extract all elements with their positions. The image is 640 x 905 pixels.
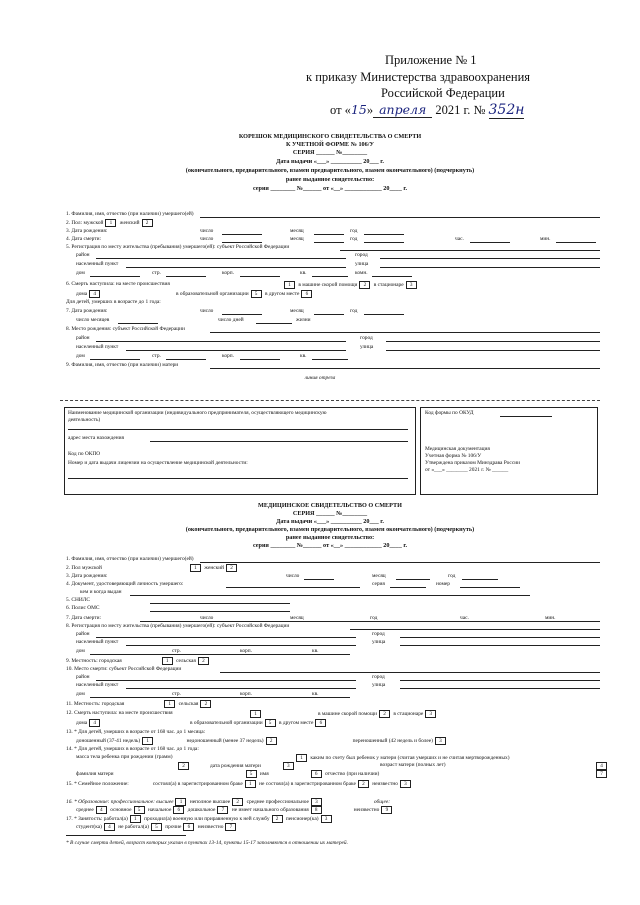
- date-prefix: от «: [330, 103, 351, 117]
- label-settlement: населенный пункт: [76, 261, 119, 267]
- stub-item-6: 6. Смерть наступила: на месте происшествия: [66, 281, 170, 287]
- org-address-label: адрес места нахождения: [68, 435, 125, 441]
- line[interactable]: [90, 697, 350, 698]
- line[interactable]: [126, 645, 356, 646]
- line[interactable]: [364, 242, 404, 243]
- checkbox-4[interactable]: 4: [96, 806, 107, 814]
- stub-prev-series: серия ________ №______ от «__» ____________ 20____ г.: [252, 185, 408, 192]
- line[interactable]: [372, 276, 412, 277]
- checkbox-3[interactable]: 3: [406, 281, 417, 289]
- line[interactable]: [210, 368, 600, 369]
- label-day: число: [200, 228, 214, 234]
- checkbox-2[interactable]: 2: [379, 710, 390, 718]
- cert-issued-by: кем и когда выдан: [80, 589, 122, 595]
- label-bld: стр.: [172, 648, 181, 654]
- cut-line: [60, 400, 600, 401]
- checkbox-4[interactable]: 4: [104, 823, 115, 831]
- stub-kind: (окончательного, предварительного, взамен предварительного, взамен окончательного) (подчеркнуть): [185, 167, 475, 174]
- label-house: дом: [76, 648, 85, 654]
- checkbox-6[interactable]: 6: [173, 806, 184, 814]
- birth-weight-label: масса тела ребенка при рождении (грамм): [76, 754, 173, 760]
- label-region: район: [76, 674, 90, 680]
- checkbox-7-wrap: [594, 770, 609, 778]
- line[interactable]: [130, 595, 530, 596]
- label-street: улица: [372, 682, 386, 688]
- checkbox-2[interactable]: 2: [200, 700, 211, 708]
- line[interactable]: [386, 341, 600, 342]
- stub-children-note: Для детей, умерших в возрасте до 1 года:: [66, 299, 161, 305]
- label-house: дом: [76, 353, 85, 359]
- checkbox-5[interactable]: 5: [134, 806, 145, 814]
- stub-item-3: 3. Дата рождения:: [66, 228, 108, 234]
- footnote: * В случае смерти детей, возраст которых указан в пунктах 13-14, пункты 15-17 заполняются в отношении их матерей.: [66, 840, 348, 846]
- label-year: год: [370, 615, 378, 621]
- checkbox-4[interactable]: 4: [89, 290, 100, 298]
- label-apt: кв.: [300, 353, 307, 359]
- order-number: 352н: [488, 102, 525, 118]
- cert-prev-series: серия ________ №______ от «__» ____________ 20____ г.: [252, 542, 408, 549]
- checkbox-3[interactable]: 3: [400, 780, 411, 788]
- checkbox-2[interactable]: 2: [198, 657, 209, 665]
- checkbox-4[interactable]: 4: [89, 719, 100, 727]
- label-year: год: [350, 308, 358, 314]
- cert-place-row1: [248, 710, 263, 718]
- checkbox-2[interactable]: 2: [226, 564, 237, 572]
- label-month: месяц: [290, 308, 304, 314]
- mother-age: возраст матери (полных лет): [380, 762, 446, 768]
- line[interactable]: [240, 359, 280, 360]
- line[interactable]: [68, 478, 408, 479]
- org-license-label: Номер и дата выдачи лицензии на осуществление медицинской деятельности:: [68, 460, 248, 466]
- line[interactable]: [386, 350, 600, 351]
- line[interactable]: [68, 429, 408, 430]
- cert-title: МЕДИЦИНСКОЕ СВИДЕТЕЛЬСТВО О СМЕРТИ: [258, 502, 402, 509]
- label-bld: стр.: [172, 691, 181, 697]
- label-days: число дней: [218, 317, 244, 323]
- cert-issue-date: Дата выдачи «___» __________ 20___ г.: [276, 518, 384, 525]
- line[interactable]: [118, 323, 158, 324]
- stub-place-row2b: в образовательной организации 5 в другом месте 6: [176, 290, 314, 298]
- line[interactable]: [500, 416, 552, 417]
- stub-issue-date: Дата выдачи «___» __________ 20___ г.: [276, 158, 384, 165]
- checkbox-5[interactable]: 5: [151, 823, 162, 831]
- checkbox-5[interactable]: 5: [265, 719, 276, 727]
- stub-item-7: 7. Дата рождения:: [66, 308, 108, 314]
- label-settlement: населенный пункт: [76, 639, 119, 645]
- checkbox-1[interactable]: 1: [130, 815, 141, 823]
- line[interactable]: [96, 680, 356, 681]
- label-apt: кв.: [300, 270, 307, 276]
- checkbox-1[interactable]: 1: [245, 780, 256, 788]
- cert-item-17: 17. * Занятость: работал(а) 1 проходил(а) военную или приравненную к ней службу 2 пенсионер(ка) 3: [66, 815, 610, 823]
- cert-item-13: 13. * Для детей, умерших в возрасте от 168 час. до 1 месяца:: [66, 729, 206, 735]
- label-city: город: [372, 631, 385, 637]
- checkbox-1[interactable]: 1: [142, 737, 153, 745]
- checkbox-1[interactable]: 1: [164, 700, 175, 708]
- label-settlement: населенный пункт: [76, 682, 119, 688]
- line[interactable]: [150, 441, 408, 442]
- checkbox-4[interactable]: 4: [596, 762, 607, 770]
- label-day: число: [200, 308, 214, 314]
- checkbox-1[interactable]: 1: [105, 219, 116, 227]
- label-months: число месяцев: [76, 317, 110, 323]
- stub-prev: ранее выданное свидетельство:: [285, 176, 375, 183]
- stub-item-8: 8. Место рождения: субъект Российской Федерации: [66, 326, 185, 332]
- checkbox-1[interactable]: 1: [284, 281, 295, 289]
- checkbox-6[interactable]: 6: [301, 290, 312, 298]
- cert-item-5: 5. СНИЛС: [66, 597, 91, 603]
- footnote-separator: [66, 835, 186, 836]
- birth-weight-box: [76, 762, 191, 770]
- line[interactable]: [96, 341, 346, 342]
- org-okpo-label: Код по ОКПО: [68, 451, 101, 457]
- child-order: 1 каким по счету был ребенок у матери (считая умерших и не считая мертворожденных): [294, 754, 510, 762]
- label-day: число: [286, 573, 300, 579]
- line[interactable]: [96, 258, 346, 259]
- checkbox-3[interactable]: 3: [435, 737, 446, 745]
- line[interactable]: [304, 579, 334, 580]
- date-day: 15: [350, 102, 367, 117]
- checkbox-2[interactable]: 2: [142, 219, 153, 227]
- label-day: число: [200, 236, 214, 242]
- label-region: район: [76, 335, 90, 341]
- cert-prev: ранее выданное свидетельство:: [285, 534, 375, 541]
- checkbox-2[interactable]: 2: [232, 798, 243, 806]
- date-year: 2021 г. №: [435, 103, 486, 117]
- cert-item-12: 12. Смерть наступила: на месте происшествия: [66, 710, 173, 716]
- cert-place-row2b: в образовательной организации 5 в другом месте 6: [190, 719, 328, 727]
- label-month: месяц: [290, 236, 304, 242]
- checkbox-8[interactable]: 8: [311, 806, 322, 814]
- cert-item-15: 15. * Семейное положение: состоял(а) в зарегистрированном браке 1 не состоял(а) в зарегистрированном браке 2 неизвестно 3: [66, 780, 610, 788]
- label-street: улица: [372, 639, 386, 645]
- line[interactable]: [314, 242, 344, 243]
- cert-kind: (окончательного, предварительного, взамен предварительного, взамен окончательного) (подчеркнуть): [185, 526, 475, 533]
- stub-item-4: 4. Дата смерти:: [66, 236, 102, 242]
- checkbox-2[interactable]: 2: [359, 281, 370, 289]
- cert-item-1: 1. Фамилия, имя, отчество (при наличии) умершего(ей): [66, 556, 194, 562]
- stub-subtitle: К УЧЕТНОЙ ФОРМЕ № 106/У: [285, 141, 375, 148]
- line[interactable]: [90, 276, 140, 277]
- line[interactable]: [90, 359, 140, 360]
- checkbox-2[interactable]: 2: [266, 737, 277, 745]
- cert-item-8: 8. Регистрация по месту жительства (пребывания) умершего(ей): субъект Российской Федерации: [66, 623, 290, 629]
- line[interactable]: [126, 267, 346, 268]
- line[interactable]: [396, 579, 430, 580]
- cert-item-2: 2. Пол мужской 1 женский 2: [66, 564, 610, 572]
- label-corp: корп.: [222, 353, 234, 359]
- checkbox-1[interactable]: 1: [296, 754, 307, 762]
- line[interactable]: [90, 654, 350, 655]
- label-apt: кв.: [312, 691, 319, 697]
- cert-place-row1b: в машине скорой помощи 2 в стационаре 3: [318, 710, 438, 718]
- stub-place-row2: дома 4: [76, 290, 102, 298]
- line[interactable]: [96, 637, 356, 638]
- label-year: год: [350, 236, 358, 242]
- line[interactable]: [220, 672, 600, 673]
- form-label: Учетная форма № 106/У: [425, 453, 482, 459]
- label-region: район: [76, 252, 90, 258]
- label-settlement: населенный пункт: [76, 344, 119, 350]
- label-number: номер: [436, 581, 450, 587]
- label-year: год: [448, 573, 456, 579]
- label-house: дом: [76, 270, 85, 276]
- order-date-line: [330, 102, 524, 118]
- checkbox-7[interactable]: 7: [217, 806, 228, 814]
- line[interactable]: [460, 587, 520, 588]
- label-min: мин.: [540, 236, 551, 242]
- label-city: город: [360, 335, 373, 341]
- line[interactable]: [126, 688, 356, 689]
- checkbox-3[interactable]: 3: [311, 798, 322, 806]
- line[interactable]: [380, 267, 600, 268]
- checkbox-2[interactable]: 2: [358, 780, 369, 788]
- stub-name-line[interactable]: [200, 217, 600, 218]
- checkbox-1[interactable]: 1: [162, 657, 173, 665]
- line[interactable]: [340, 250, 600, 251]
- cert-item-10: 10. Место смерти: субъект Российской Федерации: [66, 666, 182, 672]
- label-month: месяц: [290, 615, 304, 621]
- checkbox-9[interactable]: 9: [381, 806, 392, 814]
- appendix-line2: к приказу Министерства здравоохранения: [306, 70, 531, 84]
- line[interactable]: [400, 680, 600, 681]
- label-room: комн.: [355, 270, 368, 276]
- approved-date: от «___» ________ 2021 г. № ______: [425, 467, 509, 473]
- line[interactable]: [222, 234, 262, 235]
- line[interactable]: [210, 332, 600, 333]
- stub-item-1: 1. Фамилия, имя, отчество (при наличии) умершего(ей): [66, 211, 194, 217]
- line[interactable]: [150, 603, 290, 604]
- cert-item-4: 4. Документ, удостоверяющий личность умершего:: [66, 581, 184, 587]
- line[interactable]: [140, 621, 600, 622]
- stub-item-9: 9. Фамилия, имя, отчество (при наличии) матери: [66, 362, 179, 368]
- line[interactable]: [350, 629, 600, 630]
- label-month: месяц: [372, 573, 386, 579]
- checkbox-7[interactable]: 7: [596, 770, 607, 778]
- checkbox-1[interactable]: 1: [175, 798, 186, 806]
- label-series: серия: [372, 581, 385, 587]
- line[interactable]: [364, 234, 404, 235]
- line[interactable]: [314, 314, 344, 315]
- line[interactable]: [380, 258, 600, 259]
- checkbox-4-wrap: [594, 762, 609, 770]
- label-life: жизни: [296, 317, 311, 323]
- line[interactable]: [126, 350, 346, 351]
- checkbox-5[interactable]: 5: [251, 290, 262, 298]
- checkbox-2[interactable]: 2: [178, 762, 189, 770]
- label-apt: кв.: [312, 648, 319, 654]
- cert-item-6: 6. Полис ОМС: [66, 605, 100, 611]
- education-general-row: среднее 4 основное 5 начальное 6 дошкольное 7 не имеет начального образования 8 неизвестно 9: [76, 806, 394, 814]
- line[interactable]: [400, 645, 600, 646]
- appendix-line3: Российской Федерации: [381, 86, 505, 100]
- line[interactable]: [556, 242, 596, 243]
- term-row: доношенный (37-41 недель) 1 недоношенный (менее 37 недель) 2 переношенный (42 недель и более) 3: [76, 737, 448, 745]
- label-city: город: [372, 674, 385, 680]
- line[interactable]: [166, 276, 206, 277]
- label-corp: корп.: [240, 648, 252, 654]
- label-hour: час.: [455, 236, 464, 242]
- label-region: район: [76, 631, 90, 637]
- line[interactable]: [314, 234, 344, 235]
- label-street: улица: [360, 344, 374, 350]
- cert-place-row2: дома 4: [76, 719, 102, 727]
- label-month: месяц: [290, 228, 304, 234]
- line[interactable]: [150, 611, 290, 612]
- cut-line-label: линия отреза: [304, 375, 336, 381]
- line[interactable]: [470, 242, 510, 243]
- checkbox-3[interactable]: 3: [283, 762, 294, 770]
- line[interactable]: [222, 242, 262, 243]
- stub-series: СЕРИЯ ______ №________: [292, 149, 368, 156]
- cert-series: СЕРИЯ ______ №________: [292, 510, 368, 517]
- checkbox-1[interactable]: 1: [190, 564, 201, 572]
- line[interactable]: [400, 688, 600, 689]
- label-corp: корп.: [240, 691, 252, 697]
- label-hour: час.: [460, 615, 469, 621]
- line[interactable]: [222, 314, 262, 315]
- label-corp: корп.: [222, 270, 234, 276]
- label-year: год: [350, 228, 358, 234]
- checkbox-6[interactable]: 6: [183, 823, 194, 831]
- approved-label: Утверждена приказом Минздрава России: [425, 460, 520, 466]
- checkbox-6[interactable]: 6: [311, 770, 322, 778]
- label-house: дом: [76, 691, 85, 697]
- label-street: улица: [355, 261, 369, 267]
- line[interactable]: [390, 587, 426, 588]
- stub-place-row1: 1 в машине скорой помощи 2 в стационаре 3: [282, 281, 419, 289]
- date-month: апреля: [373, 102, 432, 118]
- line[interactable]: [462, 579, 498, 580]
- line[interactable]: [226, 587, 360, 588]
- checkbox-5[interactable]: 5: [246, 770, 257, 778]
- okud-label: Код формы по ОКУД: [425, 410, 474, 416]
- label-bld: стр.: [152, 270, 161, 276]
- line[interactable]: [166, 359, 206, 360]
- mother-birth: дата рождения матери 3: [210, 762, 296, 770]
- label-bld: стр.: [152, 353, 161, 359]
- line[interactable]: [400, 637, 600, 638]
- checkbox-2[interactable]: 2: [272, 815, 283, 823]
- checkbox-3[interactable]: 3: [425, 710, 436, 718]
- date-mid: »: [366, 103, 374, 117]
- line[interactable]: [256, 323, 292, 324]
- org-name-label: Наименование медицинской организации (индивидуального предпринимателя, осуществляющего медицинскую деятельность): [68, 410, 327, 423]
- cert-item-3: 3. Дата рождения:: [66, 573, 108, 579]
- stub-item-5: 5. Регистрация по месту жительства (пребывания) умершего(ей): субъект Российской Федерации: [66, 244, 290, 250]
- checkbox-6[interactable]: 6: [315, 719, 326, 727]
- doc-label: Медицинская документация: [425, 446, 490, 452]
- line[interactable]: [312, 359, 348, 360]
- checkbox-1[interactable]: 1: [250, 710, 261, 718]
- label-day: число: [200, 615, 214, 621]
- label-city: город: [355, 252, 368, 258]
- employment-row2: студент(ка) 4 не работал(а) 5 прочие 6 неизвестно 7: [76, 823, 238, 831]
- line[interactable]: [364, 314, 404, 315]
- cert-item-14: 14. * Для детей, умерших в возрасте от 168 час. до 1 года:: [66, 746, 199, 752]
- appendix-title: Приложение № 1: [385, 53, 477, 67]
- cert-item-16: 16. * Образование: профессиональное: высшее 1 неполное высшее 2 среднее профессиональное 3 общее:: [66, 799, 391, 806]
- line[interactable]: [200, 562, 600, 563]
- cert-item-9: 9. Местность: городская 1 сельская 2: [66, 657, 610, 665]
- line[interactable]: [240, 276, 280, 277]
- stub-title: КОРЕШОК МЕДИЦИНСКОГО СВИДЕТЕЛЬСТВА О СМЕРТИ: [238, 133, 422, 140]
- checkbox-7[interactable]: 7: [225, 823, 236, 831]
- stub-item-2: 2. Пол: мужской 1 женский 2: [66, 219, 610, 227]
- checkbox-3[interactable]: 3: [321, 815, 332, 823]
- cert-item-7: 7. Дата смерти:: [66, 615, 102, 621]
- label-min: мин.: [545, 615, 556, 621]
- mother-name-row: фамилия матери 5 имя 6 отчество (при наличии): [76, 771, 380, 778]
- line[interactable]: [312, 276, 348, 277]
- cert-item-11: 11. Местность: городская 1 сельская 2: [66, 700, 610, 708]
